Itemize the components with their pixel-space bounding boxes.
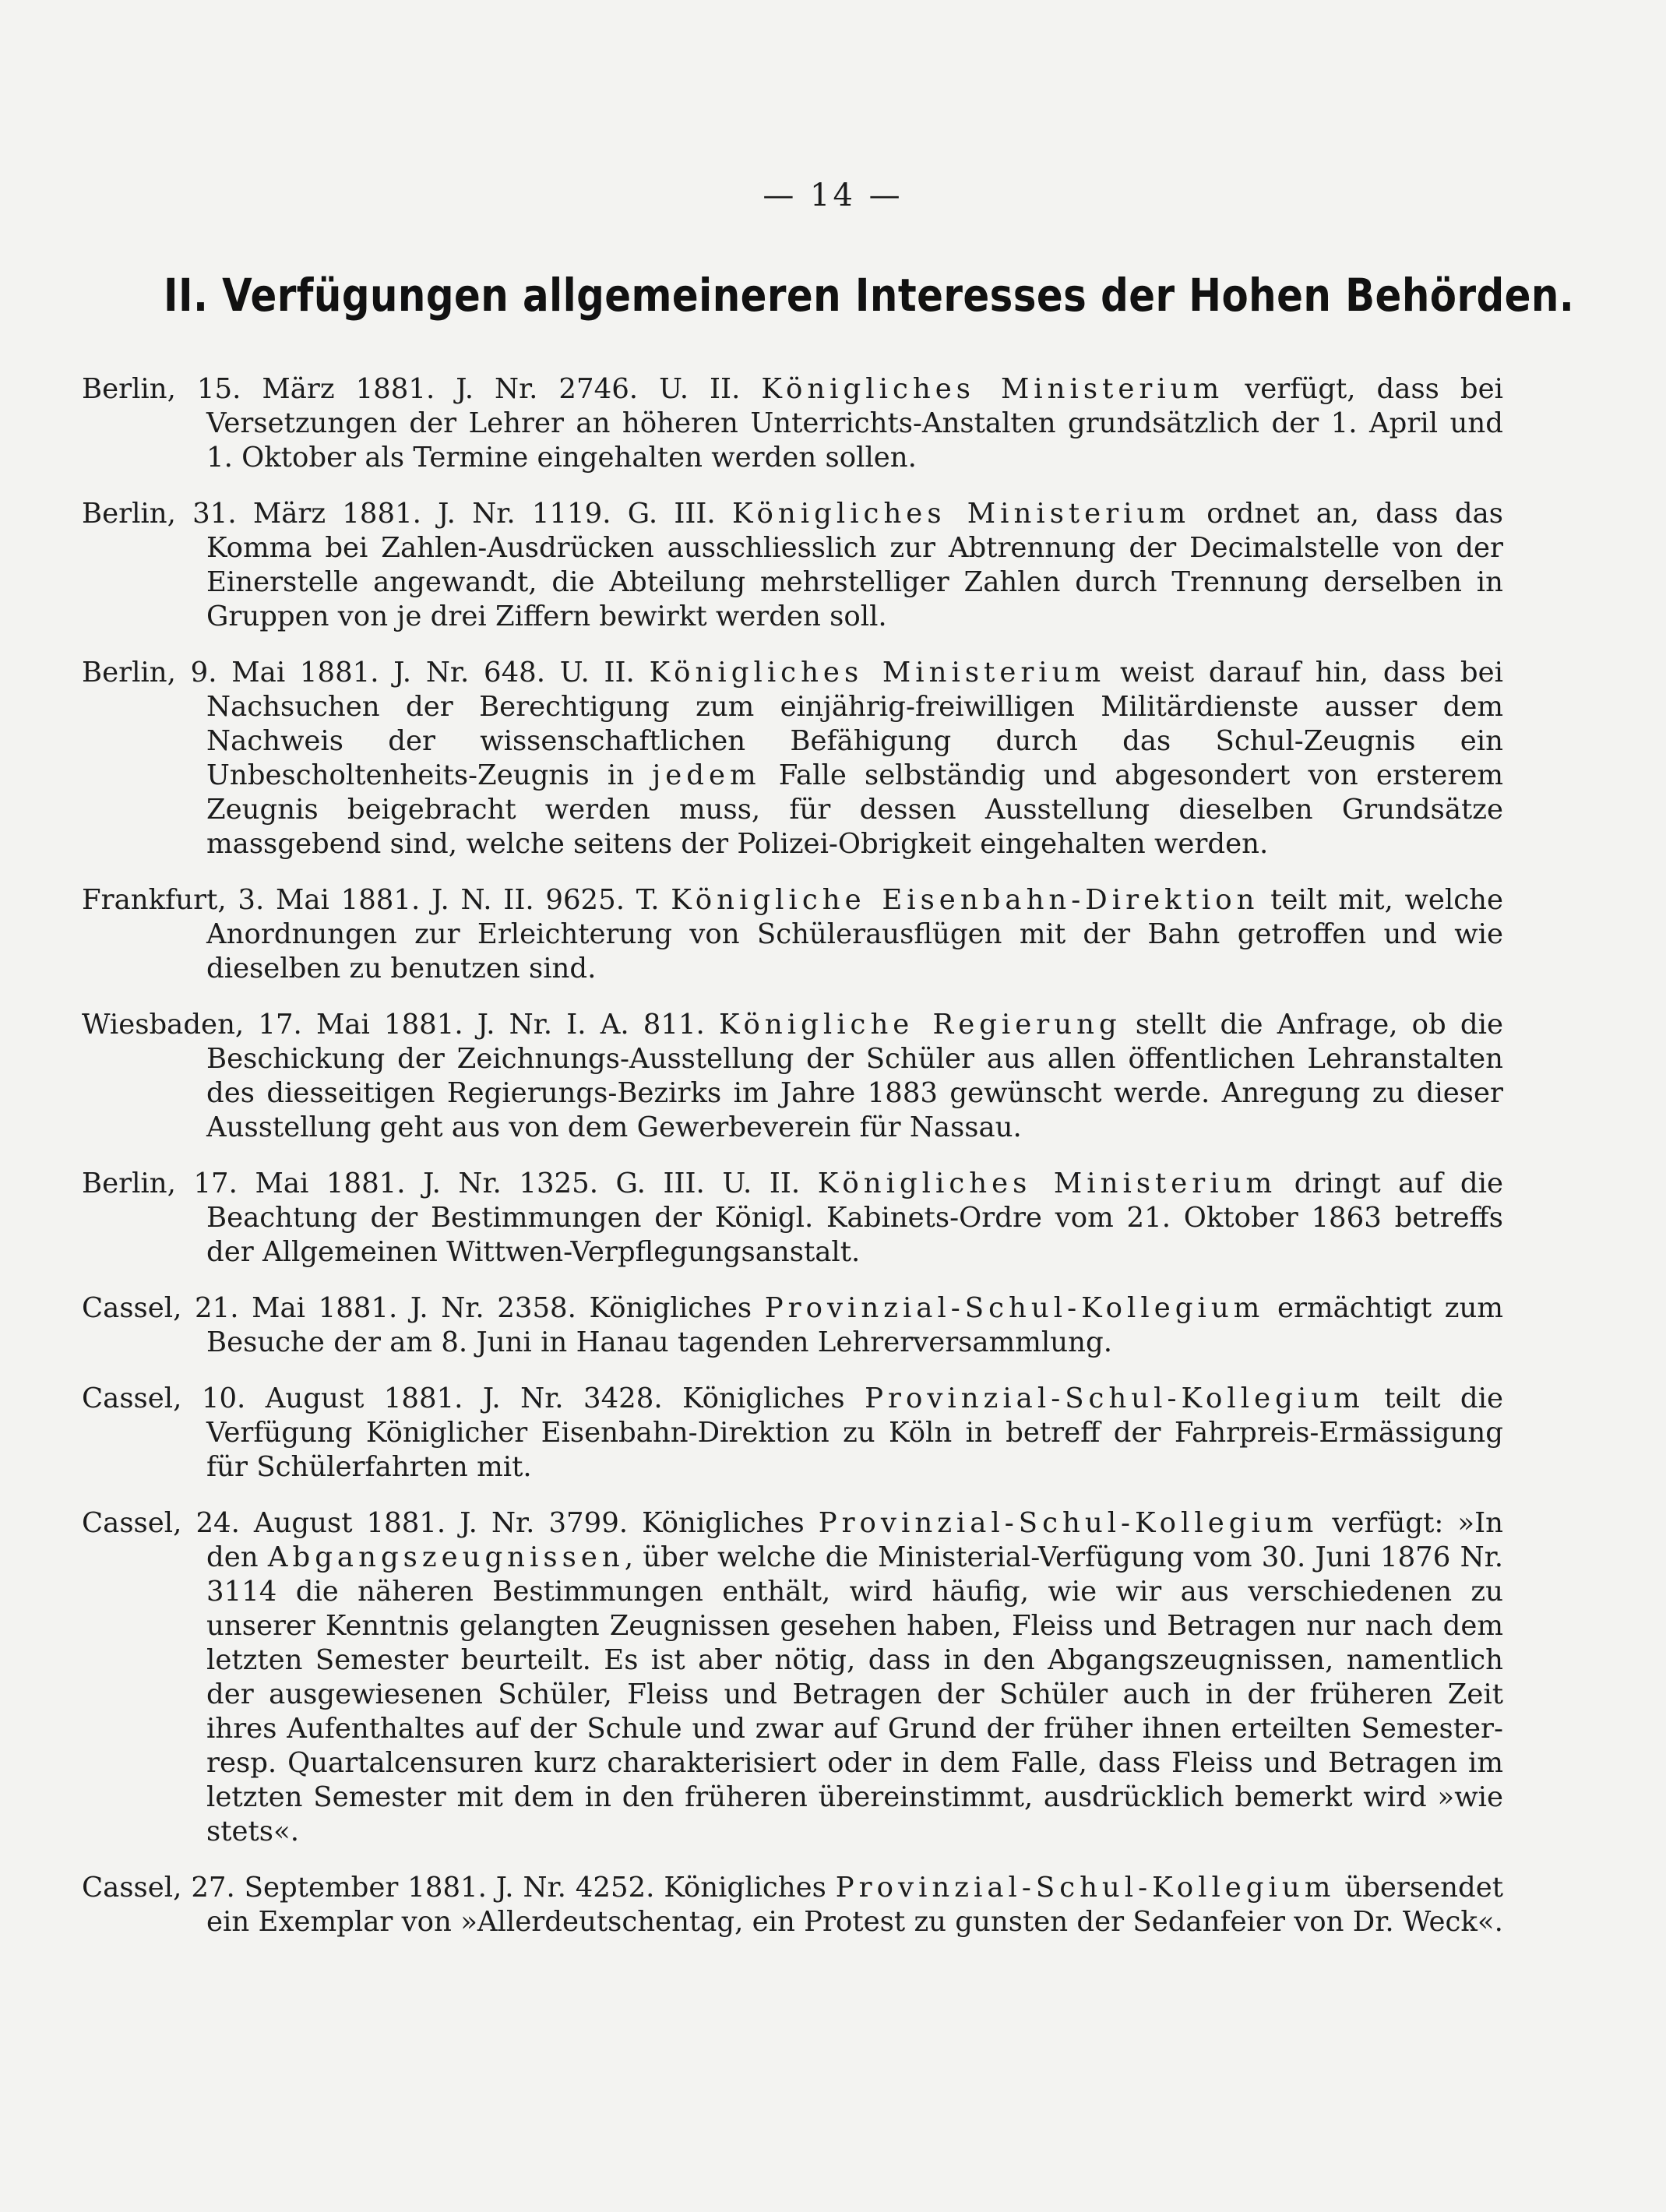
- entry-body: ermächtigt zum Besuche der am 8. Juni in Hanau tagenden Lehrerversammlung.: [206, 1292, 1503, 1358]
- entry-authority: Königliches Ministerium: [731, 498, 1191, 530]
- decree-entry-5: [82, 1008, 1503, 1145]
- decree-entry-9: [82, 1506, 1503, 1849]
- entry-lead: Cassel, 27. September 1881. J. Nr. 4252. Königliches: [82, 1872, 836, 1904]
- entry-lead: Berlin, 15. März 1881. J. Nr. 2746. U. II.: [82, 373, 762, 405]
- decree-entry-2: [82, 497, 1503, 634]
- entry-lead: Berlin, 17. Mai 1881. J. Nr. 1325. G. III. U. II.: [82, 1168, 818, 1199]
- entry-body: übersendet ein Exemplar von »Allerdeutschentag, ein Protest zu gunsten der Sedanfeier von Dr. Weck«.: [206, 1872, 1503, 1938]
- decree-entry-6: [82, 1167, 1503, 1270]
- entry-body: teilt mit, welche Anordnungen zur Erleichterung von Schülerausflügen mit der Bahn getroffen und wie dieselben zu benutzen sind.: [206, 884, 1503, 984]
- decree-entry-1: [82, 372, 1503, 475]
- entry-body: verfügt: »In den: [206, 1507, 1503, 1573]
- decree-entry-8: [82, 1382, 1503, 1485]
- entry-body-continued: Falle selbständig und abgesondert von ersterem Zeugnis beigebracht werden muss, für dessen Ausstellung dieselben Grundsätze massgebend sind, welche seitens der Polizei-Obrigkeit eingehalten werden.: [206, 759, 1503, 860]
- entry-authority: Provinzial-Schul-Kollegium: [865, 1382, 1365, 1414]
- entry-authority: Provinzial-Schul-Kollegium: [835, 1872, 1336, 1904]
- entry-authority: Königliche Regierung: [718, 1009, 1122, 1041]
- page-number: — 14 —: [763, 178, 903, 213]
- entry-emphasis: Abgangszeugnissen: [267, 1541, 625, 1573]
- entry-lead: Cassel, 24. August 1881. J. Nr. 3799. Königliches: [82, 1507, 819, 1539]
- entry-lead: Cassel, 10. August 1881. J. Nr. 3428. Königliches: [82, 1382, 865, 1414]
- entry-body: dringt auf die Beachtung der Bestimmungen der Königl. Kabinets-Ordre vom 21. Oktober 1863 betreffs der Allgemeinen Wittwen-Verpflegungsanstalt.: [206, 1168, 1503, 1268]
- entry-body: weist darauf hin, dass bei Nachsuchen der Berechtigung zum einjährig-freiwilligen Militärdienste ausser dem Nachweis der wissenschaftlichen Befähigung durch das Schul-Zeugnis ein Unbescholtenheits-Zeugnis in: [206, 657, 1504, 791]
- entry-body: verfügt, dass bei Versetzungen der Lehrer an höheren Unterrichts-Anstalten grundsätzlich der 1. April und 1. Oktober als Termine eingehalten werden sollen.: [206, 373, 1503, 474]
- entry-authority: Königliche Eisenbahn-Direktion: [671, 884, 1259, 916]
- entry-lead: Berlin, 31. März 1881. J. Nr. 1119. G. III.: [82, 498, 732, 530]
- entry-lead: Berlin, 9. Mai 1881. J. Nr. 648. U. II.: [82, 657, 650, 689]
- decree-entry-4: [82, 883, 1503, 986]
- entry-lead: Cassel, 21. Mai 1881. J. Nr. 2358. Königliches: [82, 1292, 765, 1324]
- entry-body: teilt die Verfügung Königlicher Eisenbahn-Direktion zu Köln in betreff der Fahrpreis-Ermässigung für Schülerfahrten mit.: [206, 1382, 1504, 1483]
- entry-lead: Wiesbaden, 17. Mai 1881. J. Nr. I. A. 811.: [82, 1009, 719, 1041]
- decree-list: [82, 372, 1503, 1961]
- entry-lead: Frankfurt, 3. Mai 1881. J. N. II. 9625. T.: [82, 884, 671, 916]
- decree-entry-3: [82, 656, 1503, 861]
- entry-body: stellt die Anfrage, ob die Beschickung der Zeichnungs-Ausstellung der Schüler aus allen öffentlichen Lehranstalten des diesseitigen Regierungs-Bezirks im Jahre 1883 gewünscht werde. Anregung zu dieser Ausstellung geht aus von dem Gewerbeverein für Nassau.: [206, 1009, 1503, 1143]
- entry-body: ordnet an, dass das Komma bei Zahlen-Ausdrücken ausschliesslich zur Abtrennung der Decimalstelle von der Einerstelle angewandt, die Abteilung mehrstelliger Zahlen durch Trennung derselben in Gruppen von je drei Ziffern bewirkt werden soll.: [206, 498, 1503, 632]
- entry-authority: Provinzial-Schul-Kollegium: [818, 1507, 1319, 1539]
- entry-authority: Königliches Ministerium: [649, 657, 1106, 689]
- decree-entry-7: [82, 1291, 1503, 1360]
- entry-emphasis: jedem: [652, 759, 761, 791]
- entry-authority: Königliches Ministerium: [817, 1168, 1277, 1199]
- section-heading: II. Verfügungen allgemeineren Interesses der Hohen Behörden.: [164, 269, 1575, 322]
- entry-authority: Königliches Ministerium: [761, 373, 1224, 405]
- entry-body-continued: , über welche die Ministerial-Verfügung vom 30. Juni 1876 Nr. 3114 die näheren Bestimmungen enthält, wird häufig, wie wir aus verschiedenen zu unserer Kenntnis gelangten Zeugnissen gesehen haben, Fleiss und Betragen nur nach dem letzten Semester beurteilt. Es ist aber nötig, dass in den Abgangszeugnissen, namentlich der ausgewiesenen Schüler, Fleiss und Betragen der Schüler auch in der früheren Zeit ihres Aufenthaltes auf der Schule und zwar auf Grund der früher ihnen erteilten Semester- resp. Quartalcensuren kurz charakterisiert oder in dem Falle, dass Fleiss und Betragen im letzten Semester mit dem in den früheren übereinstimmt, ausdrücklich bemerkt wird »wie stets«.: [206, 1541, 1503, 1847]
- entry-authority: Provinzial-Schul-Kollegium: [764, 1292, 1265, 1324]
- decree-entry-10: [82, 1871, 1503, 1939]
